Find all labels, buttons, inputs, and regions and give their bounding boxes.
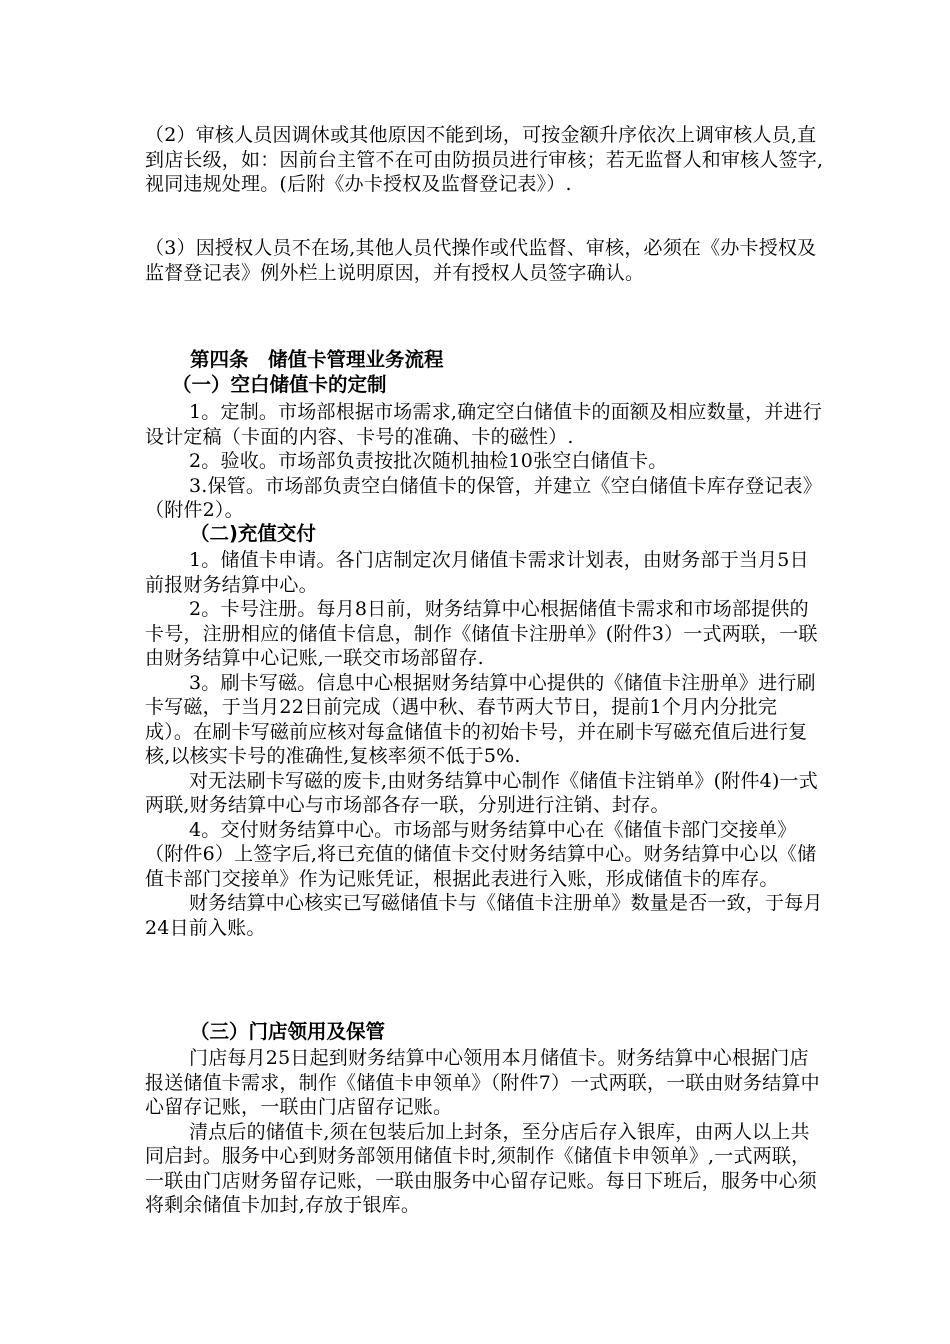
article-heading: 第四条 储值卡管理业务流程: [190, 348, 444, 371]
paragraph-registration: 2。卡号注册。每月8日前，财务结算中心根据储值卡需求和市场部提供的卡号，注册相应的储值卡信息，制作《储值卡注册单》(附件3）一式两联，一联由财务结算中心记账,一联交市场部留存.: [145, 598, 818, 669]
paragraph-store-collect: 门店每月25日起到财务结算中心领用本月储值卡。财务结算中心根据门店报送储值卡需求，制作《储值卡申领单》（附件7）一式两联，一联由财务结算中心留存记账，一联由门店留存记账。: [145, 1047, 820, 1118]
section-store-pickup-body: [145, 1046, 825, 1218]
paragraph-customize: 1。定制。市场部根据市场需求,确定空白储值卡的面额及相应数量，并进行设计定稿（卡面的内容、卡号的准确、卡的磁性）.: [145, 401, 822, 448]
section-recharge-body: [145, 548, 825, 940]
section-heading-blank-card: （一）空白储值卡的定制: [172, 373, 387, 396]
paragraph-text: （3）因授权人员不在场,其他人员代操作或代监督、审核，必须在《办卡授权及监督登记表》例外栏上说明原因，并有授权人员签字确认。: [145, 237, 817, 284]
section-heading-store-pickup: （三）门店领用及保管: [190, 1020, 386, 1043]
paragraph-reconcile: 财务结算中心核实已写磁储值卡与《储值卡注册单》数量是否一致，于每月24日前入账。: [145, 892, 823, 939]
paragraph-safekeeping: 清点后的储值卡,须在包装后加上封条，至分店后存入银库，由两人以上共同启封。服务中心到财务部领用储值卡时,须制作《储值卡申领单》,一式两联，一联由门店财务留存记账，一联由服务中心留存记账。每日下班后，服务中心须将剩余储值卡加封,存放于银库。: [145, 1120, 818, 1216]
paragraph-handover: 4。交付财务结算中心。市场部与财务结算中心在《储值卡部门交接单》（附件6）上签字后,将已充值的储值卡交付财务结算中心。财务结算中心以《储值卡部门交接单》作为记账凭证，根据此表进行入账，形成储值卡的库存。: [145, 818, 817, 890]
paragraph-approval-2: [145, 123, 825, 197]
paragraph-void-cards: 对无法刷卡写磁的废卡,由财务结算中心制作《储值卡注销单》(附件4)一式两联,财务结算中心与市场部各存一联，分别进行注销、封存。: [145, 769, 818, 816]
paragraph-storage: 3.保管。市场部负责空白储值卡的保管，并建立《空白储值卡库存登记表》（附件2）。: [145, 474, 822, 521]
paragraph-inspection: 2。验收。市场部负责按批次随机抽检10张空白储值卡。: [189, 450, 668, 472]
paragraph-approval-3: [145, 236, 825, 285]
paragraph-text: （2）审核人员因调休或其他原因不能到场，可按金额升序依次上调审核人员,直到店长级，如：因前台主管不在可由防损员进行审核；若无监督人和审核人签字,视同违规处理。(后附《办卡授权及监督登记表》）.: [145, 124, 824, 195]
paragraph-magnetic-write: 3。刷卡写磁。信息中心根据财务结算中心提供的《储值卡注册单》进行刷卡写磁，于当月22日前完成（遇中秋、春节两大节日，提前1个月内分批完成）。在刷卡写磁前应核对每盒储值卡的初始卡号，并在刷卡写磁充值后进行复核,以核实卡号的准确性,复核率须不低于5%.: [145, 671, 816, 767]
section-heading-recharge: （二)充值交付: [190, 522, 316, 545]
paragraph-application: 1。储值卡申请。各门店制定次月储值卡需求计划表，由财务部于当月5日前报财务结算中心。: [145, 549, 809, 596]
section-blank-card-body: [145, 400, 825, 523]
